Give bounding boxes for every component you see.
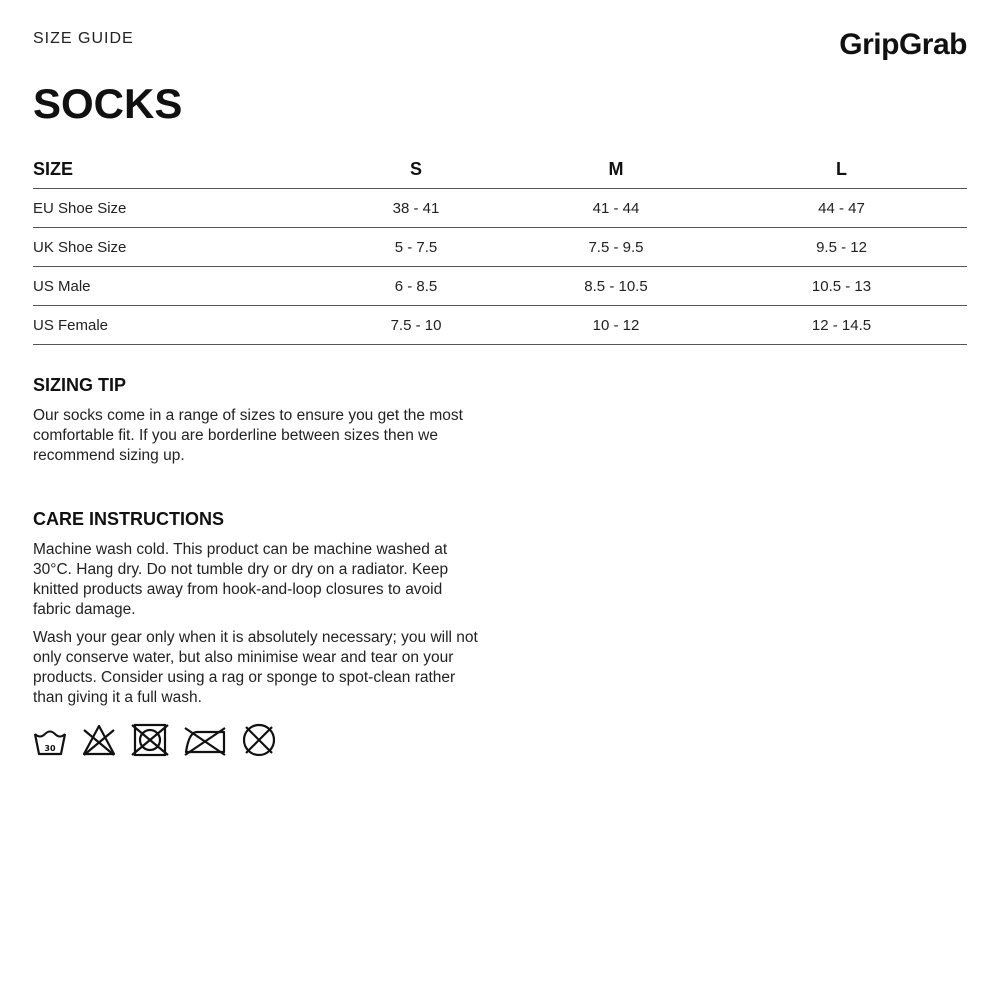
sizing-tip-heading: SIZING TIP — [33, 375, 127, 395]
table-cell: 44 - 47 — [716, 189, 967, 228]
table-row — [33, 306, 967, 345]
column-header-s: S — [316, 150, 516, 189]
table-cell: 10 - 12 — [516, 306, 716, 345]
no-tumble-dry-icon — [131, 722, 169, 758]
table-cell: 7.5 - 9.5 — [516, 228, 716, 267]
size-table — [33, 150, 967, 345]
care-paragraph-1: Machine wash cold. This product can be machine washed at 30°C. Hang dry. Do not tumble dry or dry on a radiator. Keep knitted products away from hook-and-loop closures to avoid fabric damage. — [33, 541, 449, 618]
column-header-m: M — [516, 150, 716, 189]
no-bleach-icon — [81, 722, 117, 758]
row-label: UK Shoe Size — [33, 228, 316, 267]
table-cell: 10.5 - 13 — [716, 267, 967, 306]
row-label: US Male — [33, 267, 316, 306]
size-guide-label: SIZE GUIDE — [33, 30, 134, 47]
table-row — [33, 267, 967, 306]
wash-temperature-label: 30 — [44, 744, 56, 753]
wash-30-icon — [33, 722, 67, 758]
care-heading: CARE INSTRUCTIONS — [33, 509, 225, 529]
column-header-size: SIZE — [33, 150, 316, 189]
no-iron-icon — [183, 722, 227, 758]
care-paragraph-2: Wash your gear only when it is absolutely necessary; you will not only conserve water, but also minimise wear and tear on your products. Consider using a rag or sponge to spot-clean rather than giving it a full wash. — [33, 629, 478, 706]
table-cell: 7.5 - 10 — [316, 306, 516, 345]
sizing-tip-text: Our socks come in a range of sizes to ensure you get the most comfortable fit. If you are borderline between sizes then we recommend sizing up. — [33, 407, 463, 464]
table-header-row — [33, 150, 967, 189]
table-row — [33, 228, 967, 267]
no-dry-clean-icon — [241, 722, 277, 758]
table-cell: 9.5 - 12 — [716, 228, 967, 267]
table-cell: 12 - 14.5 — [716, 306, 967, 345]
table-row — [33, 189, 967, 228]
table-cell: 6 - 8.5 — [316, 267, 516, 306]
row-label: EU Shoe Size — [33, 189, 316, 228]
column-header-l: L — [716, 150, 967, 189]
table-cell: 41 - 44 — [516, 189, 716, 228]
page-title: SOCKS — [33, 80, 183, 127]
table-cell: 5 - 7.5 — [316, 228, 516, 267]
table-cell: 8.5 - 10.5 — [516, 267, 716, 306]
brand-logo: GripGrab — [839, 28, 967, 61]
care-symbols — [33, 722, 277, 758]
table-cell: 38 - 41 — [316, 189, 516, 228]
row-label: US Female — [33, 306, 316, 345]
